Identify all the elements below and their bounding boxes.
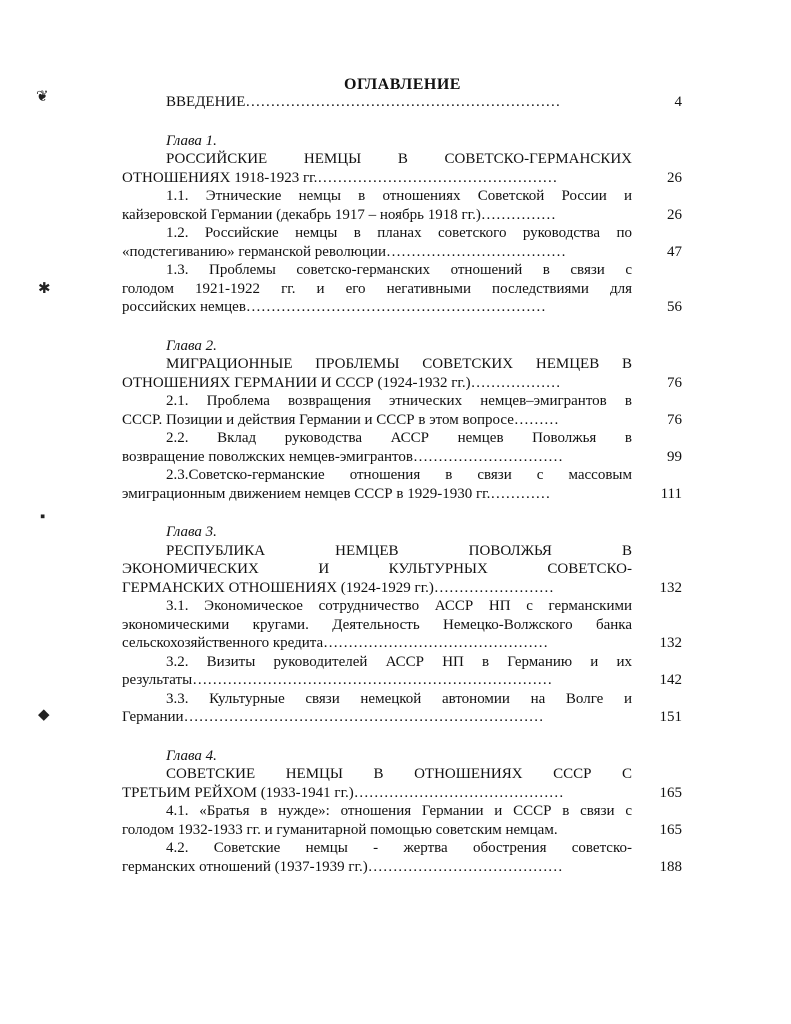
section-page: 132	[659, 635, 682, 651]
intro-page: 4	[674, 94, 682, 110]
section-line: экономическими кругами. Деятельность Немецко-Волжского банка	[122, 616, 632, 633]
section-line: 3.1. Экономическое сотрудничество АССР НП с германскими	[166, 598, 632, 614]
section-line: 2.3.Советско-германские отношения в связи с массовым	[166, 467, 632, 483]
section-page: 26	[667, 206, 682, 223]
toc-entry-section[interactable]	[122, 429, 682, 466]
section-line: германских отношений (1937-1939 гг.)…………………………………	[122, 858, 563, 875]
chapter-2	[122, 337, 682, 504]
chapter-page: 76	[667, 374, 682, 391]
toc-entry-intro[interactable]	[122, 93, 682, 112]
section-line: кайзеровской Германии (декабрь 1917 – ноябрь 1918 гг.)……………	[122, 206, 556, 223]
section-line: 1.2. Российские немцы в планах советского руководства по	[166, 225, 632, 241]
section-line: 4.2. Советские немцы - жертва обострения советско-	[166, 840, 632, 856]
chapter-title-line: РЕСПУБЛИКА НЕМЦЕВ ПОВОЛЖЬЯ В	[166, 542, 632, 559]
section-page: 165	[659, 821, 682, 838]
section-line: 3.2. Визиты руководителей АССР НП в Германию и их	[166, 653, 632, 670]
scan-mark-icon: ◆	[38, 707, 50, 723]
chapter-title-line: МИГРАЦИОННЫЕ ПРОБЛЕМЫ СОВЕТСКИХ НЕМЦЕВ В	[166, 356, 632, 372]
chapter-title-line: СОВЕТСКИЕ НЕМЦЫ В ОТНОШЕНИЯХ СССР С	[166, 766, 632, 782]
toc-entry-section[interactable]	[122, 261, 682, 317]
section-line: возвращение поволжских немцев-эмигрантов…………………………	[122, 448, 563, 465]
chapter-4	[122, 747, 682, 877]
section-page: 142	[659, 672, 682, 688]
chapter-title-line: РОССИЙСКИЕ НЕМЦЫ В СОВЕТСКО-ГЕРМАНСКИХ	[166, 151, 632, 167]
section-line: 2.1. Проблема возвращения этнических немцев–эмигрантов в	[166, 393, 632, 409]
chapter-title[interactable]	[122, 765, 682, 802]
scan-mark-icon: ✱	[38, 281, 51, 297]
toc-entry-section[interactable]	[122, 187, 682, 224]
scan-mark-icon: ▪	[40, 509, 46, 525]
section-line: эмиграционным движением немцев СССР в 1929-1930 гг.…………	[122, 485, 551, 502]
section-page: 47	[667, 243, 682, 260]
chapter-page: 132	[659, 579, 682, 596]
chapter-title-line: ТРЕТЬИМ РЕЙХОМ (1933-1941 гг.)……………………………………	[122, 784, 564, 801]
section-line: сельскохозяйственного кредита………………………………………	[122, 635, 549, 651]
section-page: 99	[667, 448, 682, 465]
section-page: 76	[667, 411, 682, 428]
section-page: 151	[659, 709, 682, 725]
chapter-label: Глава 3.	[166, 524, 217, 540]
table-of-contents	[122, 93, 682, 876]
chapter-title[interactable]	[122, 150, 682, 187]
chapter-title[interactable]	[122, 355, 682, 392]
toc-entry-section[interactable]	[122, 690, 682, 727]
intro-title: ВВЕДЕНИЕ………………………………………………………	[166, 94, 561, 110]
section-line: голодом 1921-1922 гг. и его негативными последствиями для	[122, 280, 632, 297]
toc-entry-section[interactable]	[122, 802, 682, 839]
toc-entry-section[interactable]	[122, 392, 682, 429]
chapter-1	[122, 132, 682, 317]
section-page: 56	[667, 299, 682, 315]
toc-entry-section[interactable]	[122, 597, 682, 653]
chapter-title-line: ОТНОШЕНИЯХ 1918-1923 гг.…………………………………………	[122, 169, 558, 186]
toc-entry-section[interactable]	[122, 839, 682, 876]
chapter-title-line: ГЕРМАНСКИХ ОТНОШЕНИЯХ (1924-1929 гг.)……………………	[122, 579, 554, 596]
chapter-page: 165	[659, 784, 682, 801]
section-page: 111	[660, 485, 682, 502]
section-line: Германии………………………………………………………………	[122, 709, 544, 725]
section-line: «подстегиванию» германской революции………………………………	[122, 243, 566, 260]
section-page: 188	[659, 858, 682, 875]
toc-entry-section[interactable]	[122, 466, 682, 503]
chapter-label: Глава 1.	[166, 132, 217, 149]
toc-entry-section[interactable]	[122, 653, 682, 690]
page-title: ОГЛАВЛЕНИЕ	[344, 76, 461, 93]
toc-entry-section[interactable]	[122, 224, 682, 261]
chapter-title-line: ЭКОНОМИЧЕСКИХ И КУЛЬТУРНЫХ СОВЕТСКО-	[122, 561, 632, 577]
scan-mark-icon: ❦	[36, 89, 49, 105]
chapter-title-line: ОТНОШЕНИЯХ ГЕРМАНИИ И СССР (1924-1932 гг.)………………	[122, 374, 561, 391]
chapter-label: Глава 2.	[166, 337, 217, 354]
section-line: российских немцев……………………………………………………	[122, 299, 546, 315]
chapter-3	[122, 523, 682, 727]
section-line: 1.3. Проблемы советско-германских отношений в связи с	[166, 262, 632, 278]
section-line: 2.2. Вклад руководства АССР немцев Поволжья в	[166, 430, 632, 446]
chapter-title[interactable]	[122, 542, 682, 598]
section-line: 3.3. Культурные связи немецкой автономии на Волге и	[166, 690, 632, 707]
chapter-page: 26	[667, 169, 682, 186]
section-line: голодом 1932-1933 гг. и гуманитарной помощью советским немцам.	[122, 821, 558, 838]
section-line: результаты………………………………………………………………	[122, 672, 553, 688]
section-line: 4.1. «Братья в нужде»: отношения Германии и СССР в связи с	[166, 803, 632, 819]
chapter-label: Глава 4.	[166, 747, 217, 764]
section-line: СССР. Позиции и действия Германии и СССР в этом вопросе………	[122, 411, 559, 428]
section-line: 1.1. Этнические немцы в отношениях Советской России и	[166, 188, 632, 204]
